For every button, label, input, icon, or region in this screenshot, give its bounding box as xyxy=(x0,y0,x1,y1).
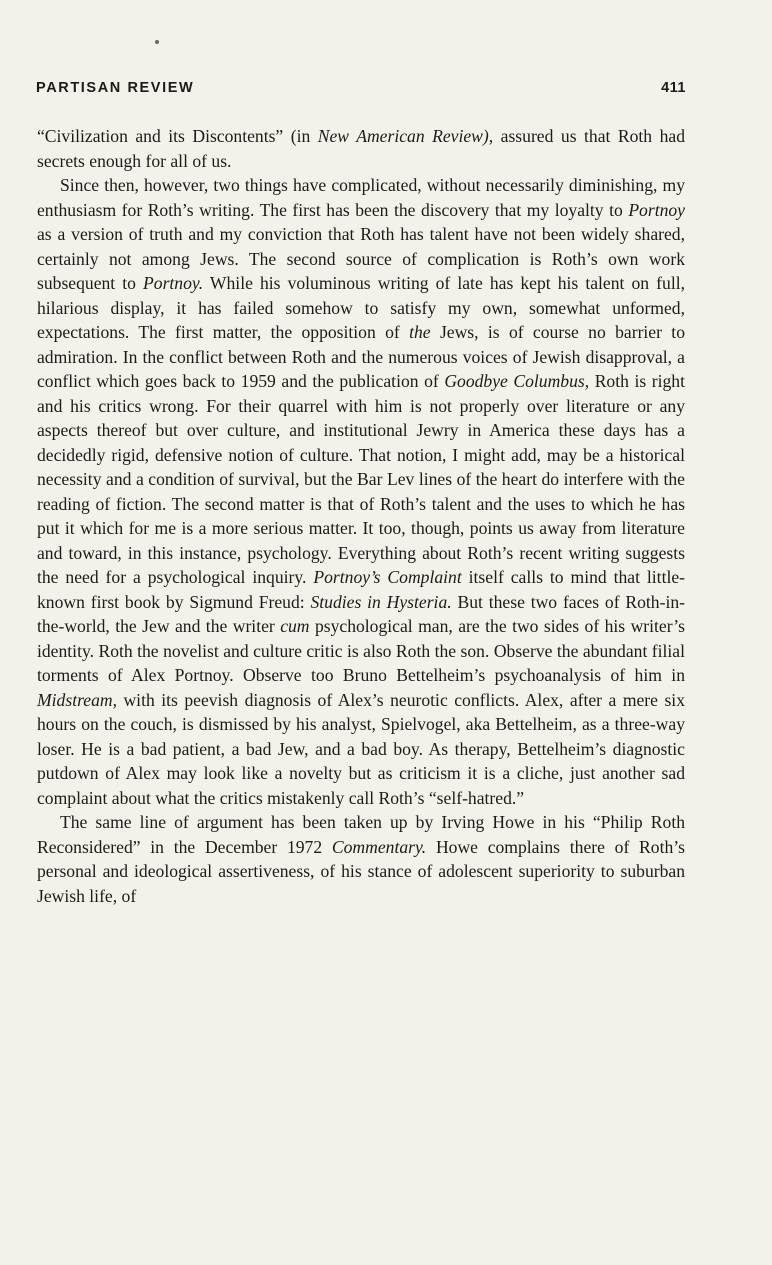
italic-text: Portnoy’s Complaint xyxy=(313,567,462,587)
text-run: But these two faces of Roth-in-the-world, the Jew and the writer xyxy=(37,591,686,636)
text-run: While his voluminous writing of late has kept his talent on full, hilarious display, it has failed somehow to satisfy my own, somewhat unformed, expectations. The first matter, the opposition of xyxy=(37,273,685,342)
running-head xyxy=(36,80,686,96)
text-run: Jews, is of course no barrier to admiration. In the conflict between Roth and the numerous voices of Jewish disapproval, a conflict which goes back to 1959 and the publication of xyxy=(37,322,685,391)
text-run: psychological man, are the two sides of his writer’s identity. Roth the novelist and culture critic is also Roth the son. Observe the abundant filial torments of Alex Portnoy. Observe too Bruno Bettelheim’s psychoanalysis of him in xyxy=(37,616,685,685)
italic-text: cum xyxy=(280,616,310,636)
paragraph xyxy=(37,173,685,810)
italic-text: Midstream, xyxy=(37,689,117,710)
text-run: with its peevish diagnosis of Alex’s neurotic conflicts. Alex, after a mere six hours on the couch, is dismissed by his analyst, Spielvogel, aka Bettelheim, as a three-way loser. He is a bad patient, a bad Jew, and a bad boy. As therapy, Bettelheim’s diagnostic putdown of Alex may look like a novelty but as criticism it is a cliche, just another sad complaint about what the critics mistakenly call Roth’s “self-hatred.” xyxy=(37,689,685,808)
italic-text: Studies in Hysteria. xyxy=(310,591,452,612)
page-number: 411 xyxy=(661,80,686,96)
paragraph xyxy=(37,124,685,173)
italic-text: Goodbye Columbus, xyxy=(444,371,590,391)
italic-text: New American Review), xyxy=(317,126,494,146)
italic-text: Portnoy. xyxy=(143,273,204,293)
text-run: The same line of argument has been taken up by Irving Howe in his “Philip Roth Reconsidered” in the December 1972 xyxy=(37,812,685,857)
speck-mark xyxy=(155,40,159,44)
text-run: assured us that Roth had secrets enough for all of us. xyxy=(37,126,685,171)
body-text xyxy=(37,124,685,908)
journal-name: PARTISAN REVIEW xyxy=(36,80,195,96)
text-run: as a version of truth and my conviction that Roth has talent have not been widely shared, certainly not among Jews. The second source of complication is Roth’s own work subsequent to xyxy=(37,224,685,293)
italic-text: the xyxy=(409,322,431,342)
italic-text: Portnoy xyxy=(628,199,685,220)
text-run: Since then, however, two things have complicated, without necessarily diminishing, my enthusiasm for Roth’s writing. The first has been the discovery that my loyalty to xyxy=(37,175,685,220)
italic-text: Commentary. xyxy=(331,836,427,857)
paragraph xyxy=(37,810,685,908)
text-run: “Civilization and its Discontents” (in xyxy=(37,126,318,146)
text-run: itself calls to mind that little-known first book by Sigmund Freud: xyxy=(37,567,686,612)
text-run: Howe complains there of Roth’s personal and ideological assertiveness, of his stance of adolescent superiority to suburban Jewish life, of xyxy=(37,836,685,906)
text-run: Roth is right and his critics wrong. For their quarrel with him is not properly over literature or any aspects thereof but over culture, and institutional Jewry in America these days has a decidedly rigid, defensive notion of culture. That notion, I might add, may be a historical necessity and a condition of survival, but the Bar Lev lines of the heart do interfere with the reading of fiction. The second matter is that of Roth’s talent and the uses to which he has put it which for me is a more serious matter. It too, though, points us away from literature and toward, in this instance, psychology. Everything about Roth’s recent writing suggests the need for a psychological inquiry. xyxy=(37,371,685,587)
